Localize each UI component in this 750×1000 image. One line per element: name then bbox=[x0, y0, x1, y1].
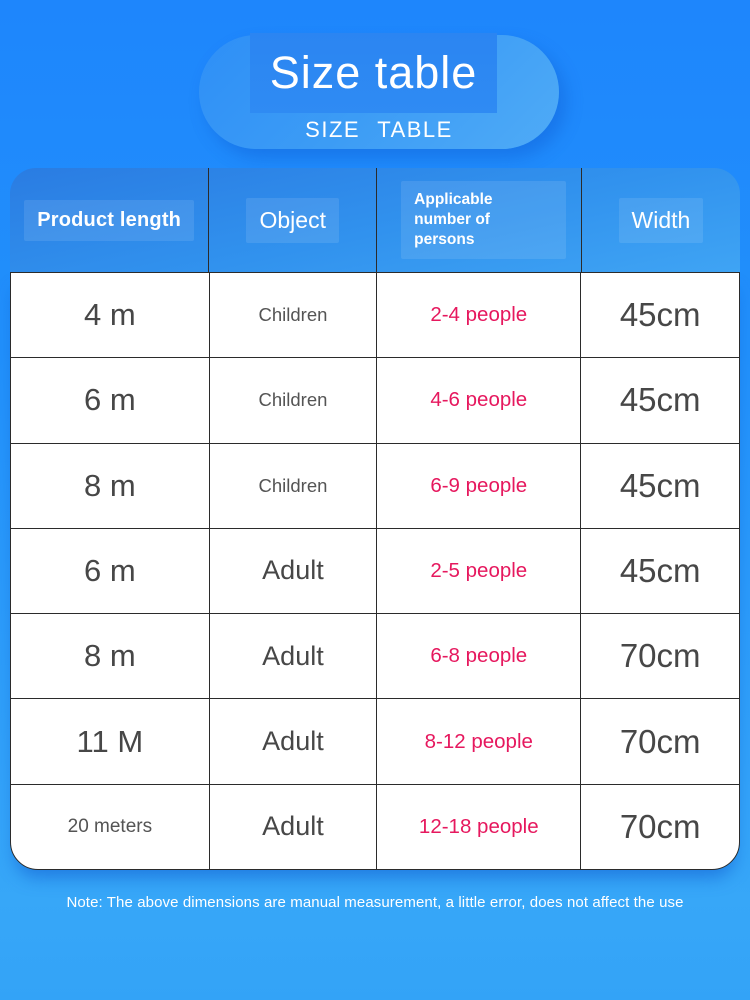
table-cell: 45cm bbox=[619, 551, 701, 589]
note-text: Note: The above dimensions are manual measurement, a little error, does not affect the use bbox=[66, 894, 684, 911]
table-row bbox=[11, 443, 739, 528]
table-cell: Children bbox=[210, 358, 377, 442]
table-cell: 12-18 people bbox=[377, 785, 581, 869]
table-cell: 70cm bbox=[619, 807, 701, 845]
table-row bbox=[11, 357, 739, 442]
table-cell: 8-12 people bbox=[377, 699, 581, 783]
table-cell: Adult bbox=[210, 614, 377, 698]
size-table bbox=[10, 168, 740, 870]
table-cell: 4 m bbox=[11, 273, 210, 357]
table-cell: 20 meters bbox=[11, 785, 210, 869]
page-subtitle: SIZE TABLE bbox=[305, 117, 453, 142]
table-cell: 2-5 people bbox=[377, 529, 581, 613]
table-cell: 11 M bbox=[11, 699, 210, 783]
table-cell: 70cm bbox=[619, 637, 701, 675]
table-cell: Adult bbox=[210, 699, 377, 783]
header-label: Width bbox=[619, 198, 704, 243]
header-label: Applicable number of persons bbox=[401, 181, 566, 259]
table-row bbox=[11, 528, 739, 613]
table-cell: 2-4 people bbox=[377, 273, 581, 357]
table-row bbox=[11, 698, 739, 783]
header-label: Product length bbox=[24, 200, 194, 241]
header-label: Object bbox=[246, 198, 338, 243]
table-cell: 8 m bbox=[11, 614, 210, 698]
table-cell: 6 m bbox=[11, 358, 210, 442]
page-title: Size table bbox=[269, 47, 478, 98]
table-cell: Children bbox=[210, 444, 377, 528]
table-cell: 6-8 people bbox=[377, 614, 581, 698]
table-cell: 6 m bbox=[11, 529, 210, 613]
title-box bbox=[250, 33, 497, 113]
table-cell: Children bbox=[210, 273, 377, 357]
header-cell-object bbox=[209, 168, 377, 272]
table-cell: 45cm bbox=[619, 296, 701, 334]
header-cell-width bbox=[582, 168, 740, 272]
table-cell: 4-6 people bbox=[377, 358, 581, 442]
header-cell-product-length bbox=[10, 168, 209, 272]
table-cell: 45cm bbox=[619, 381, 701, 419]
size-table-body bbox=[10, 272, 740, 870]
table-cell: Adult bbox=[210, 785, 377, 869]
table-cell: 6-9 people bbox=[377, 444, 581, 528]
table-row bbox=[11, 784, 739, 869]
table-cell: Adult bbox=[210, 529, 377, 613]
header-cell-applicable-number bbox=[377, 168, 582, 272]
table-cell: 8 m bbox=[11, 444, 210, 528]
table-row bbox=[11, 613, 739, 698]
table-cell: 70cm bbox=[619, 722, 701, 760]
table-cell: 45cm bbox=[619, 466, 701, 504]
table-row bbox=[11, 273, 739, 357]
table-header-row bbox=[10, 168, 740, 272]
